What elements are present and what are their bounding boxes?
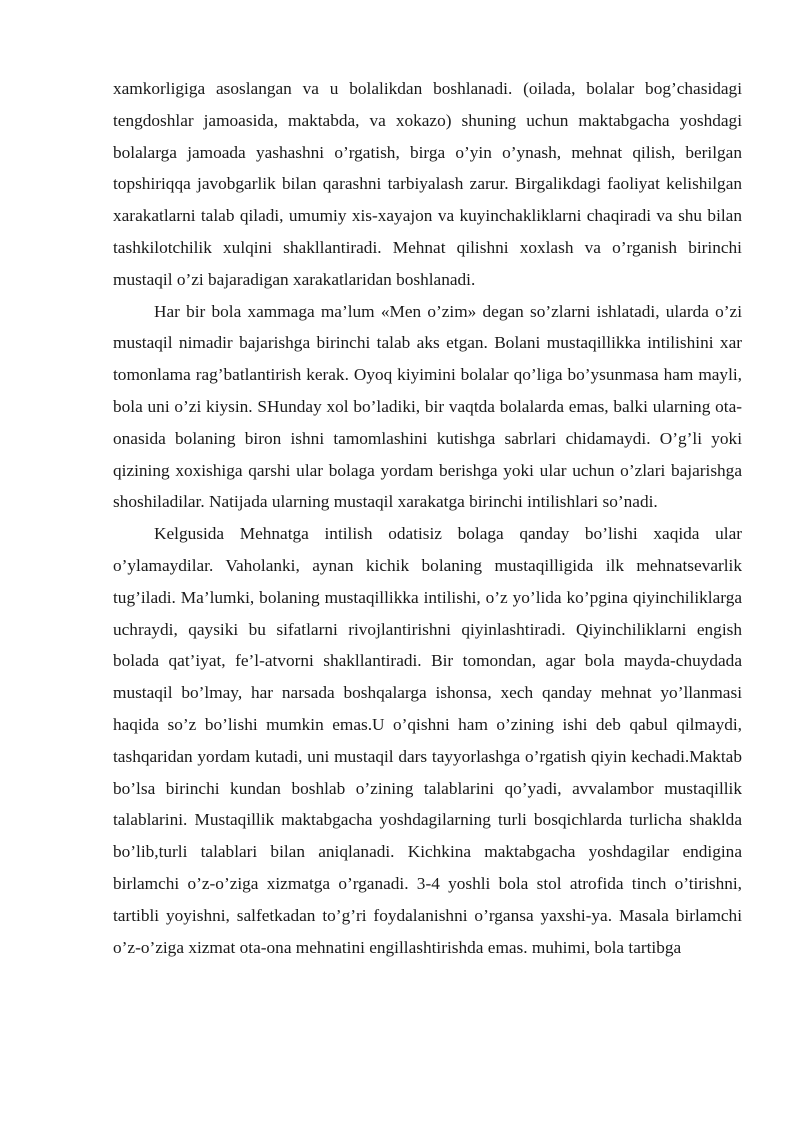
paragraph-men-ozim: Har bir bola xammaga ma’lum «Men o’zim» degan so’zlarni ishlatadi, ularda o’zi mustaqil nimadir bajarishga birinchi talab aks etgan. Bolani mustaqillikka intilishini xar tomonlama rag’batlantirish kerak. Oyoq kiyimini bolalar qo’liga bo’ysunmasa ham mayli, bola uni o’zi kiysin. SHunday xol bo’ladiki, bir vaqtda bolalarda emas, balki ularning ota-onasida bolaning biron ishni tamomlashini kutishga sabrlari chidamaydi. O’g’li yoki qizining xoxishiga qarshi ular bolaga yordam berishga yoki ular uchun o’zlari bajarishga shoshiladilar. Natijada ularning mustaqil xarakatga birinchi intilishlari so’nadi. <box>113 301 742 512</box>
document-page <box>113 73 742 963</box>
paragraph-continuation: xamkorligiga asoslangan va u bolalikdan boshlanadi. (oilada, bolalar bog’chasidagi tengdoshlar jamoasida, maktabda, va xokazo) shuning uchun maktabgacha yoshdagi bolalarga jamoada yashashni o’rgatish, birga o’yin o’ynash, mehnat qilish, berilgan topshiriqqa javobgarlik bilan qarashni tarbiyalash zarur. Birgalikdagi faoliyat kelishilgan xarakatlarni talab qiladi, umumiy xis-xayajon va kuyinchakliklarni chaqiradi va shu bilan tashkilotchilik xulqini shakllantiradi. Mehnat qilishni xoxlash va o’rganish birinchi mustaqil o’zi bajaradigan xarakatlaridan boshlanadi. <box>113 79 742 289</box>
paragraph-mehnatga-intilish: Kelgusida Mehnatga intilish odatisiz bolaga qanday bo’lishi xaqida ular o’ylamaydilar. Vaholanki, aynan kichik bolaning mustaqilligida ilk mehnatsevarlik tug’iladi. Ma’lumki, bolaning mustaqillikka intilishi, o’z yo’lida ko’pgina qiyinchiliklarga uchraydi, qaysiki bu sifatlarni rivojlantirishni qiyinlashtiradi. Qiyinchiliklarni engish bolada qat’iyat, fe’l-atvorni shakllantiradi. Bir tomondan, agar bola mayda-chuydada mustaqil bo’lmay, har narsada boshqalarga ishonsa, xech qanday mehnat yo’llanmasi haqida so’z bo’lishi mumkin emas.U o’qishni ham o’zining ishi deb qabul qilmaydi, tashqaridan yordam kutadi, uni mustaqil dars tayyorlashga o’rgatish qiyin kechadi.Maktab bo’lsa birinchi kundan boshlab o’zining talablarini qo’yadi, avvalambor mustaqillik talablarini. Mustaqillik maktabgacha yoshdagilarning turli bosqichlarda turlicha shaklda bo’lib,turli talablari bilan aniqlanadi. Kichkina maktabgacha yoshdagilar endigina birlamchi o’z-o’ziga xizmatga o’rganadi. 3-4 yoshli bola stol atrofida tinch o’tirishni, tartibli yoyishni, salfetkadan to’g’ri foydalanishni o’rgansa yaxshi-ya. Masala birlamchi o’z-o’ziga xizmat ota-ona mehnatini engillashtirishda emas. muhimi, bola tartibga <box>113 524 742 957</box>
